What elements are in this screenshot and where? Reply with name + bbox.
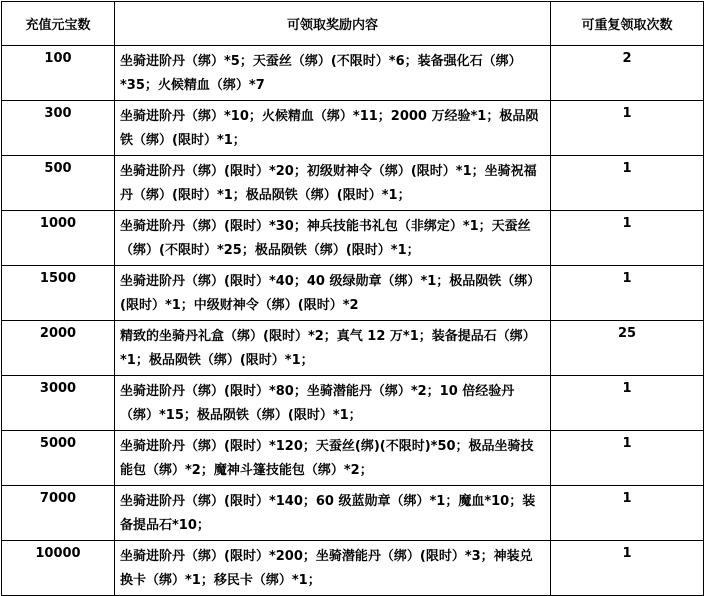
table-row (2, 321, 704, 376)
amount-cell: 2000 (2, 321, 115, 376)
count-cell: 25 (551, 321, 704, 376)
amount-cell: 3000 (2, 376, 115, 431)
count-cell: 1 (551, 431, 704, 486)
table-row (2, 486, 704, 541)
table-row (2, 156, 704, 211)
table-row (2, 266, 704, 321)
amount-cell: 5000 (2, 431, 115, 486)
header-count: 可重复领取次数 (551, 2, 704, 46)
amount-cell: 300 (2, 101, 115, 156)
amount-cell: 7000 (2, 486, 115, 541)
count-cell: 1 (551, 376, 704, 431)
count-cell: 1 (551, 101, 704, 156)
table-row (2, 431, 704, 486)
count-cell: 1 (551, 486, 704, 541)
count-cell: 1 (551, 211, 704, 266)
content-cell: 精致的坐骑丹礼盒（绑）(限时）*2；真气 12 万*1；装备提品石（绑）*1；极品陨铁（绑）(限时）*1； (115, 321, 551, 376)
content-cell: 坐骑进阶丹（绑）*5；天蚕丝（绑）(不限时）*6；装备强化石（绑）*35；火候精血（绑）*7 (115, 46, 551, 101)
content-cell: 坐骑进阶丹（绑）(限时）*30；神兵技能书礼包（非绑定）*1；天蚕丝（绑）(不限时）*25；极品陨铁（绑）(限时）*1； (115, 211, 551, 266)
content-cell: 坐骑进阶丹（绑）(限时）*120；天蚕丝(绑)(不限时)*50；极品坐骑技能包（绑）*2；魔神斗篷技能包（绑）*2； (115, 431, 551, 486)
table-row (2, 376, 704, 431)
content-cell: 坐骑进阶丹（绑）(限时）*40；40 级绿勋章（绑）*1；极品陨铁（绑）(限时）*1；中级财神令（绑）(限时）*2 (115, 266, 551, 321)
amount-cell: 500 (2, 156, 115, 211)
content-cell: 坐骑进阶丹（绑）*10；火候精血（绑）*11；2000 万经验*1；极品陨铁（绑）(限时）*1； (115, 101, 551, 156)
table-row (2, 101, 704, 156)
header-row (2, 2, 704, 46)
content-cell: 坐骑进阶丹（绑）(限时）*200；坐骑潜能丹（绑）(限时）*3；神装兑换卡（绑）*1；移民卡（绑）*1； (115, 541, 551, 596)
amount-cell: 1000 (2, 211, 115, 266)
amount-cell: 10000 (2, 541, 115, 596)
amount-cell: 100 (2, 46, 115, 101)
count-cell: 1 (551, 156, 704, 211)
count-cell: 1 (551, 541, 704, 596)
table-row (2, 541, 704, 596)
table-row (2, 211, 704, 266)
content-cell: 坐骑进阶丹（绑）(限时）*80；坐骑潜能丹（绑）*2；10 倍经验丹（绑）*15；极品陨铁（绑）(限时）*1； (115, 376, 551, 431)
count-cell: 2 (551, 46, 704, 101)
count-cell: 1 (551, 266, 704, 321)
table-row (2, 46, 704, 101)
reward-table (1, 1, 704, 596)
amount-cell: 1500 (2, 266, 115, 321)
content-cell: 坐骑进阶丹（绑）(限时）*140；60 级蓝勋章（绑）*1；魔血*10；装备提品石*10； (115, 486, 551, 541)
header-amount: 充值元宝数 (2, 2, 115, 46)
content-cell: 坐骑进阶丹（绑）(限时）*20；初级财神令（绑）(限时）*1；坐骑祝福丹（绑）(限时）*1；极品陨铁（绑）(限时）*1； (115, 156, 551, 211)
header-content: 可领取奖励内容 (115, 2, 551, 46)
